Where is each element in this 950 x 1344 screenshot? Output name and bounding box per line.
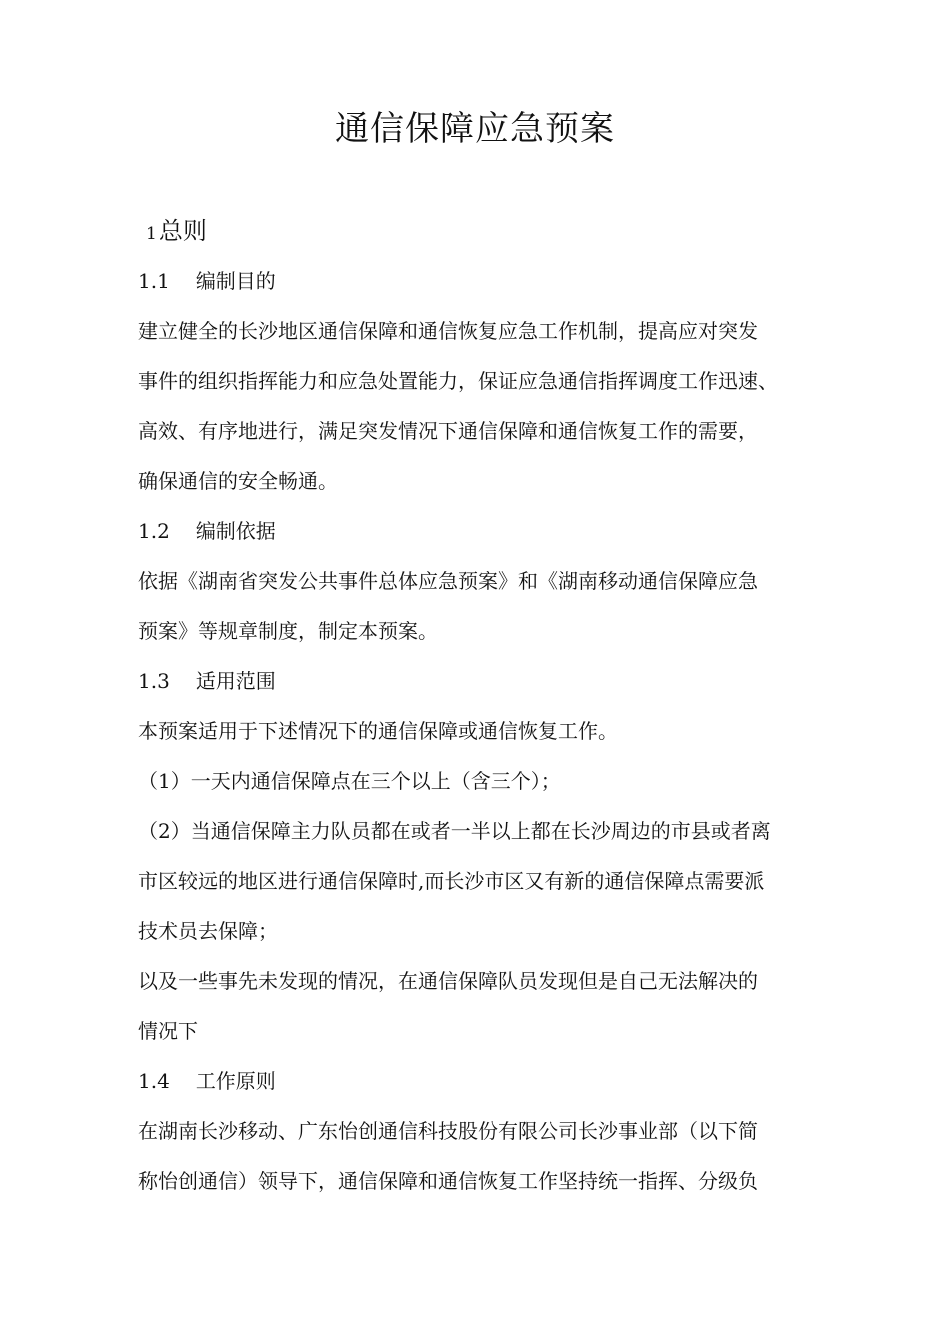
paragraph-line: 称怡创通信）领导下，通信保障和通信恢复工作坚持统一指挥、分级负 <box>138 1169 758 1193</box>
subsection-title: 工作原则 <box>195 1069 276 1093</box>
paragraph-line: 技术员去保障； <box>138 919 278 943</box>
paragraph-line: 市区较远的地区进行通信保障时,而长沙市区又有新的通信保障点需要派 <box>138 869 765 893</box>
subsection-title: 编制目的 <box>195 269 276 293</box>
subsection-heading-1-3 <box>138 656 828 706</box>
list-item: （1）一天内通信保障点在三个以上（含三个）； <box>138 769 561 793</box>
list-item: （2）当通信保障主力队员都在或者一半以上都在长沙周边的市县或者离 <box>138 819 771 843</box>
subsection-title: 适用范围 <box>195 669 276 693</box>
paragraph-line: 建立健全的长沙地区通信保障和通信恢复应急工作机制，提高应对突发 <box>138 319 758 343</box>
subsection-title: 编制依据 <box>195 519 276 543</box>
subsection-number: 1.1 <box>138 269 170 293</box>
section-number: 1 <box>146 224 157 244</box>
subsection-heading-1-2 <box>138 506 828 556</box>
paragraph-line: 预案》等规章制度，制定本预案。 <box>138 619 438 643</box>
paragraph-line: 情况下 <box>138 1019 198 1043</box>
document-body <box>138 206 828 1206</box>
document-title: 通信保障应急预案 <box>335 109 615 149</box>
paragraph-line: 事件的组织指挥能力和应急处置能力，保证应急通信指挥调度工作迅速、 <box>138 369 778 393</box>
paragraph-line: 依据《湖南省突发公共事件总体应急预案》和《湖南移动通信保障应急 <box>138 569 758 593</box>
subsection-number: 1.2 <box>138 519 170 543</box>
subsection-number: 1.3 <box>138 669 170 693</box>
subsection-heading-1-4 <box>138 1056 828 1106</box>
paragraph-line: 本预案适用于下述情况下的通信保障或通信恢复工作。 <box>138 719 618 743</box>
paragraph-line: 高效、有序地进行，满足突发情况下通信保障和通信恢复工作的需要， <box>138 419 758 443</box>
paragraph-line: 在湖南长沙移动、广东怡创通信科技股份有限公司长沙事业部（以下简 <box>138 1119 758 1143</box>
paragraph-line: 以及一些事先未发现的情况，在通信保障队员发现但是自己无法解决的 <box>138 969 758 993</box>
subsection-heading-1-1 <box>138 256 828 306</box>
subsection-number: 1.4 <box>138 1069 170 1093</box>
section-heading-1 <box>138 206 828 256</box>
section-title: 总则 <box>158 217 207 245</box>
paragraph-line: 确保通信的安全畅通。 <box>138 469 338 493</box>
